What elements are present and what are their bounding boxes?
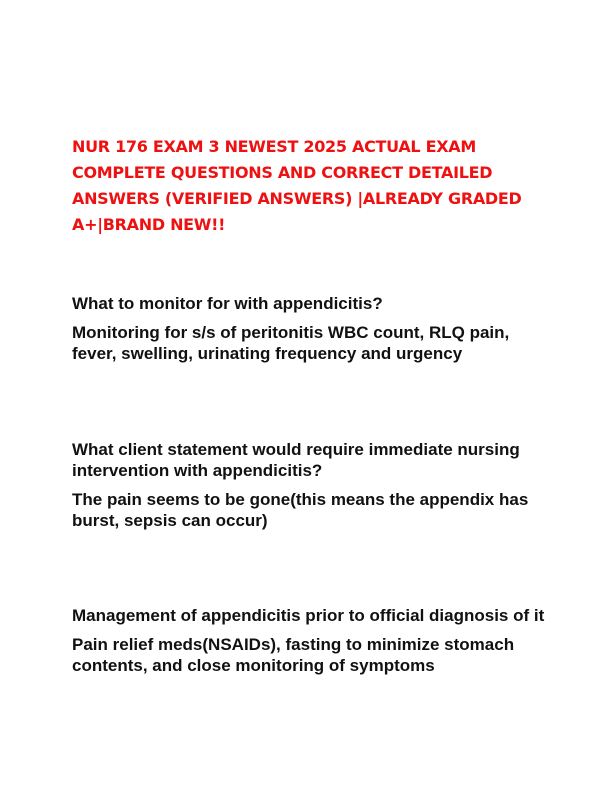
answer-text: The pain seems to be gone(this means the appendix has burst, sepsis can occur) (72, 490, 529, 530)
qa-item (72, 605, 547, 676)
document-title: NUR 176 EXAM 3 NEWEST 2025 ACTUAL EXAM COMPLETE QUESTIONS AND CORRECT DETAILED ANSWERS (VERIFIED ANSWERS) |ALREADY GRADED A+|BRAND NEW!! (72, 137, 522, 234)
answer-text: Monitoring for s/s of peritonitis WBC count, RLQ pain, fever, swelling, urinating frequency and urgency (72, 323, 510, 363)
answer-text: Pain relief meds(NSAIDs), fasting to minimize stomach contents, and close monitoring of symptoms (72, 635, 515, 675)
question-text: What to monitor for with appendicitis? (72, 294, 383, 313)
qa-item (72, 439, 547, 531)
question-text: What client statement would require immediate nursing intervention with appendicitis? (72, 440, 520, 480)
qa-item (72, 293, 547, 364)
question-text: Management of appendicitis prior to official diagnosis of it (72, 606, 545, 625)
